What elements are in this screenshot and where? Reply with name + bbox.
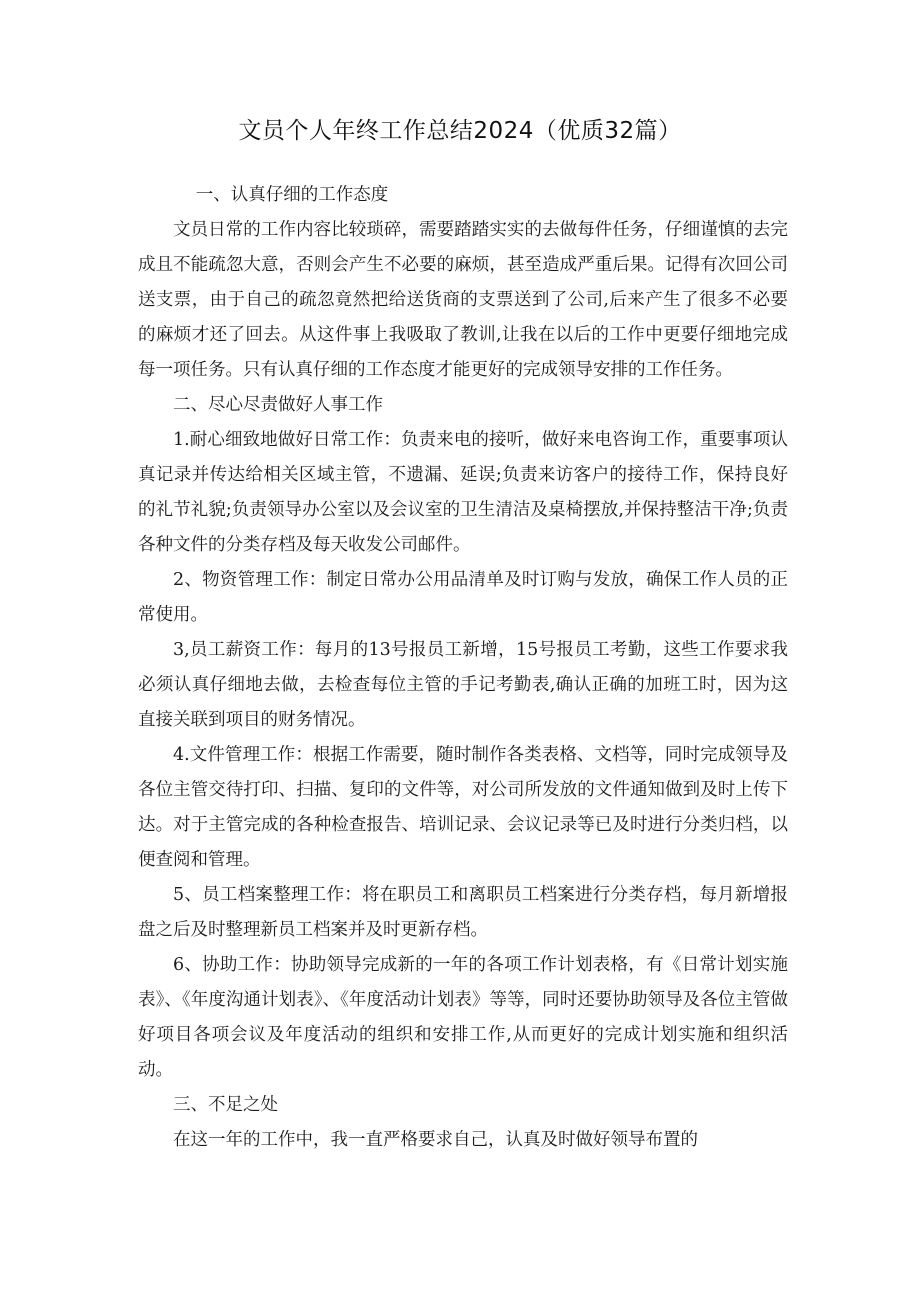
paragraph: 6、协助工作：协助领导完成新的一年的各项工作计划表格，有《日常计划实施表》、《年度沟通计划表》、《年度活动计划表》等等，同时还要协助领导及各位主管做好项目各项会议及年度活动的组织和安排工作,从而更好的完成计划实施和组织活动。 bbox=[138, 955, 788, 1080]
paragraph: 4.文件管理工作：根据工作需要，随时制作各类表格、文档等，同时完成领导及各位主管交待打印、扫描、复印的文件等，对公司所发放的文件通知做到及时上传下达。对于主管完成的各种检查报告、培训记录、会议记录等已及时进行分类归档，以便查阅和管理。 bbox=[138, 745, 788, 870]
paragraph: 文员日常的工作内容比较琐碎，需要踏踏实实的去做每件任务，仔细谨慎的去完成且不能疏忽大意，否则会产生不必要的麻烦，甚至造成严重后果。记得有次回公司送支票，由于自己的疏忽竟然把给送货商的支票送到了公司,后来产生了很多不必要的麻烦才还了回去。从这件事上我吸取了教训,让我在以后的工作中更要仔细地完成每一项任务。只有认真仔细的工作态度才能更好的完成领导安排的工作任务。 bbox=[138, 220, 788, 380]
section-heading-1: 一、认真仔细的工作态度 bbox=[195, 185, 389, 205]
paragraph: 1.耐心细致地做好日常工作：负责来电的接听，做好来电咨询工作，重要事项认真记录并传达给相关区域主管，不遗漏、延误;负责来访客户的接待工作，保持良好的礼节礼貌;负责领导办公室以及会议室的卫生清洁及桌椅摆放,并保持整洁干净;负责各种文件的分类存档及每天收发公司邮件。 bbox=[138, 430, 788, 555]
section-heading-2: 二、尽心尽责做好人事工作 bbox=[173, 395, 383, 415]
paragraph: 3,员工薪资工作：每月的13号报员工新增，15号报员工考勤，这些工作要求我必须认真仔细地去做，去检查每位主管的手记考勤表,确认正确的加班工时，因为这直接关联到项目的财务情况。 bbox=[138, 640, 788, 730]
section-heading-3: 三、不足之处 bbox=[173, 1095, 278, 1115]
paragraph: 在这一年的工作中，我一直严格要求自己，认真及时做好领导布置的 bbox=[173, 1130, 698, 1150]
document-title: 文员个人年终工作总结2024（优质32篇） bbox=[238, 118, 682, 144]
document-body bbox=[138, 178, 788, 1158]
paragraph: 2、物资管理工作：制定日常办公用品清单及时订购与发放，确保工作人员的正常使用。 bbox=[138, 570, 788, 625]
paragraph: 5、员工档案整理工作：将在职员工和离职员工档案进行分类存档，每月新增报盘之后及时整理新员工档案并及时更新存档。 bbox=[138, 885, 788, 940]
